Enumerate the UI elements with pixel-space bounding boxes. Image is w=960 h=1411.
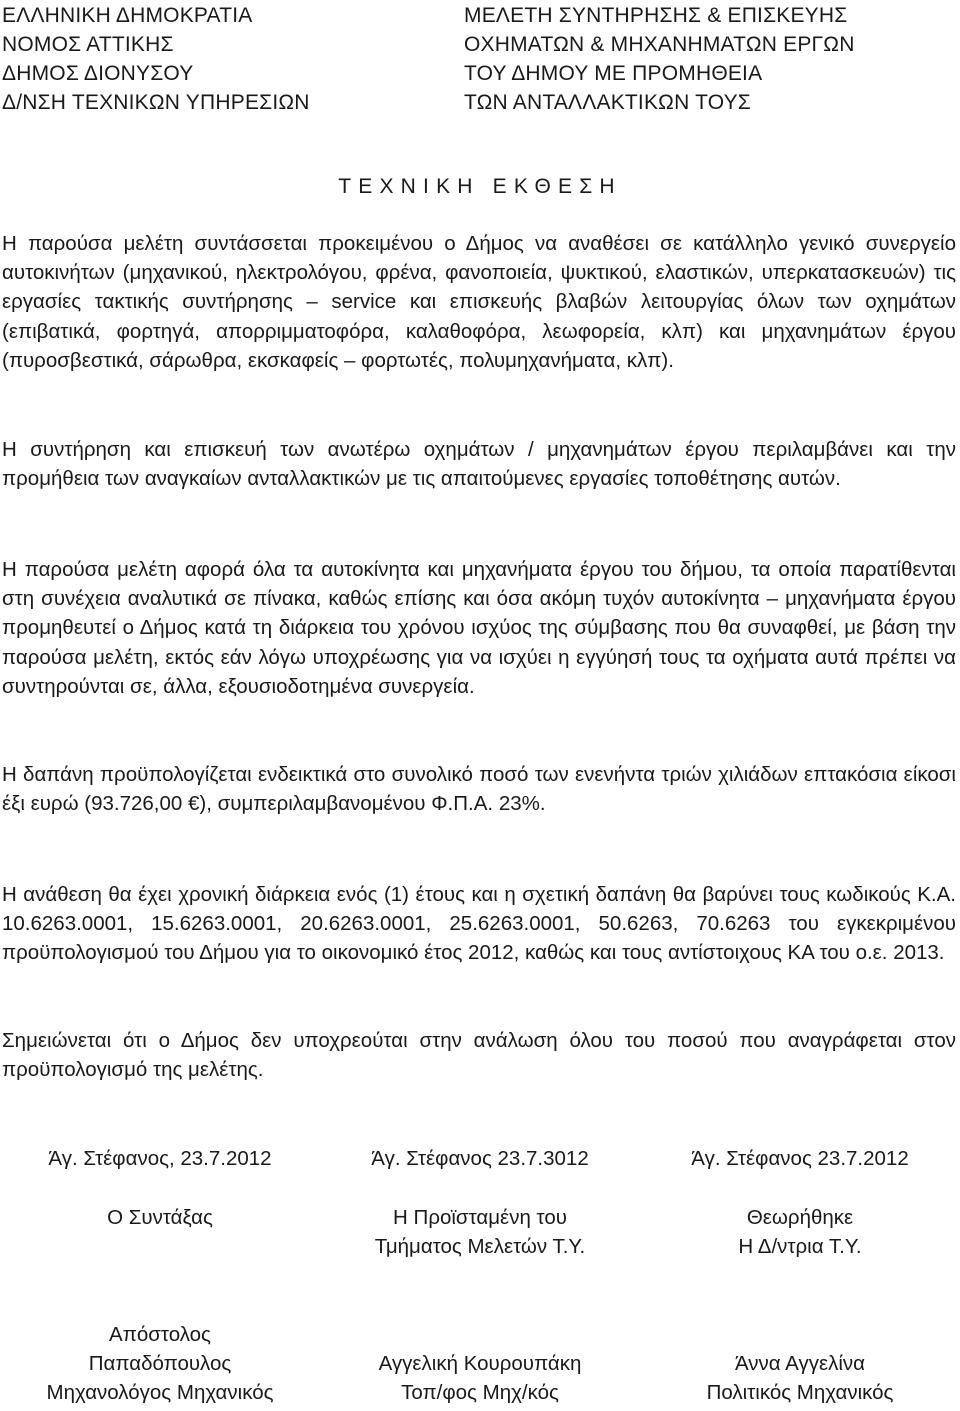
name-line: Τοπ/φος Μηχ/κός <box>401 1381 559 1404</box>
header-left-block <box>2 1 310 117</box>
signature-date-head: Άγ. Στέφανος 23.7.3012 <box>371 1147 589 1170</box>
header-right-block <box>464 1 855 117</box>
document-title: ΤΕΧΝΙΚΗ ΕΚΘΕΣΗ <box>338 175 622 198</box>
signature-name-head <box>320 1320 640 1407</box>
paragraph-scope: Η συντήρηση και επισκευή των ανωτέρω οχημάτων / μηχανημάτων έργου περιλαμβάνει και την προμήθεια των αναγκαίων ανταλλακτικών με τις απαιτούμενες εργασίες τοποθέτησης αυτών. <box>2 438 956 491</box>
role-line <box>0 1232 320 1261</box>
paragraph-duration: Η ανάθεση θα έχει χρονική διάρκεια ενός (1) έτους και η σχετική δαπάνη θα βαρύνει τους κωδικούς Κ.Α. 10.6263.0001, 15.6263.0001, 20.6263.0001, 25.6263.0001, 50.6263, 70.6263 του εγκεκριμένου προϋπολογισμού του Δήμου για το οικονομικό έτος 2012, καθώς και τους αντίστοιχους ΚΑ του ο.ε. 2013. <box>2 883 956 965</box>
paragraph-purpose: Η παρούσα μελέτη συντάσσεται προκειμένου ο Δήμος να αναθέσει σε κατάλληλο γενικό συνεργείο αυτοκινήτων (μηχανικού, ηλεκτρολόγου, φρένα, φανοποιεία, ψυκτικού, ελαστικών, υπερκατασκευών) τις εργασίες τακτικής συντήρησης – service και επισκευής βλαβών λειτουργίας όλων των οχημάτων (επιβατικά, φορτηγά, απορριμματοφόρα, καλαθοφόρα, λεωφορεία, κλπ) και μηχανημάτων έργου (πυροσβεστικά, σάρωθρα, εκσκαφείς – φορτωτές, πολυμηχανήματα, κλπ). <box>2 232 956 372</box>
role-line: Θεωρήθηκε <box>746 1206 854 1229</box>
signature-date-director: Άγ. Στέφανος 23.7.2012 <box>691 1147 909 1170</box>
signature-name-author <box>0 1320 320 1407</box>
signature-date-author: Άγ. Στέφανος, 23.7.2012 <box>48 1147 272 1170</box>
header-municipality: ΔΗΜΟΣ ΔΙΟΝΥΣΟΥ <box>2 62 194 85</box>
signature-name-director <box>640 1320 960 1407</box>
study-title-line-2: ΟΧΗΜΑΤΩΝ & ΜΗΧΑΝΗΜΑΤΩΝ ΕΡΓΩΝ <box>464 33 855 56</box>
paragraph-vehicles: Η παρούσα μελέτη αφορά όλα τα αυτοκίνητα και μηχανήματα έργου του δήμου, τα οποία παρατίθενται στη συνέχεια αναλυτικά σε πίνακα, καθώς επίσης και όσα ακόμη τυχόν αυτοκίνητα – μηχανήματα έργου προμηθευτεί ο Δήμος κατά τη διάρκεια του χρόνου ισχύος της σύμβασης που θα συναφθεί, με βάση την παρούσα μελέτη, εκτός εάν λόγω υποχρέωσης για να ισχύει η εγγύησή τους τα οχήματα αυτά πρέπει να συντηρούνται σε, άλλα, εξουσιοδοτημένα συνεργεία. <box>2 558 956 698</box>
name-line: Απόστολος <box>109 1323 211 1346</box>
paragraph-budget: Η δαπάνη προϋπολογίζεται ενδεικτικά στο συνολικό ποσό των ενενήντα τριών χιλιάδων επτακόσια είκοσι έξι ευρώ (93.726,00 €), συμπεριλαμβανομένου Φ.Π.Α. 23%. <box>2 763 956 816</box>
name-line: Παπαδόπουλος <box>88 1352 232 1375</box>
name-line: Μηχανολόγος Μηχανικός <box>46 1381 274 1404</box>
name-line: Αγγελική Κουρουπάκη <box>378 1352 582 1375</box>
study-title-line-4: ΤΩΝ ΑΝΤΑΛΛΑΚΤΙΚΩΝ ΤΟΥΣ <box>464 91 751 114</box>
signature-role-director <box>640 1203 960 1261</box>
role-line: Τμήματος Μελετών Τ.Υ. <box>374 1235 586 1258</box>
role-line: Η Προϊσταμένη του <box>393 1206 567 1229</box>
signature-role-author <box>0 1203 320 1261</box>
paragraph-note: Σημειώνεται ότι ο Δήμος δεν υποχρεούται στην ανάλωση όλου του ποσού που αναγράφεται στον προϋπολογισμό της μελέτης. <box>2 1029 956 1082</box>
header-department: Δ/ΝΣΗ ΤΕΧΝΙΚΩΝ ΥΠΗΡΕΣΙΩΝ <box>2 91 310 114</box>
signature-role-head <box>320 1203 640 1261</box>
name-line <box>640 1320 960 1349</box>
study-title-line-3: ΤΟΥ ΔΗΜΟΥ ΜΕ ΠΡΟΜΗΘΕΙΑ <box>464 62 763 85</box>
role-line: Ο Συντάξας <box>107 1206 213 1229</box>
header-country: ΕΛΛΗΝΙΚΗ ΔΗΜΟΚΡΑΤΙΑ <box>2 4 253 27</box>
study-title-line-1: ΜΕΛΕΤΗ ΣΥΝΤΗΡΗΣΗΣ & ΕΠΙΣΚΕΥΗΣ <box>464 4 848 27</box>
name-line: Πολιτικός Μηχανικός <box>706 1381 894 1404</box>
role-line: Η Δ/ντρια Τ.Υ. <box>738 1235 862 1258</box>
name-line <box>320 1320 640 1349</box>
header-prefecture: ΝΟΜΟΣ ΑΤΤΙΚΗΣ <box>2 33 174 56</box>
name-line: Άννα Αγγελίνα <box>734 1352 866 1375</box>
